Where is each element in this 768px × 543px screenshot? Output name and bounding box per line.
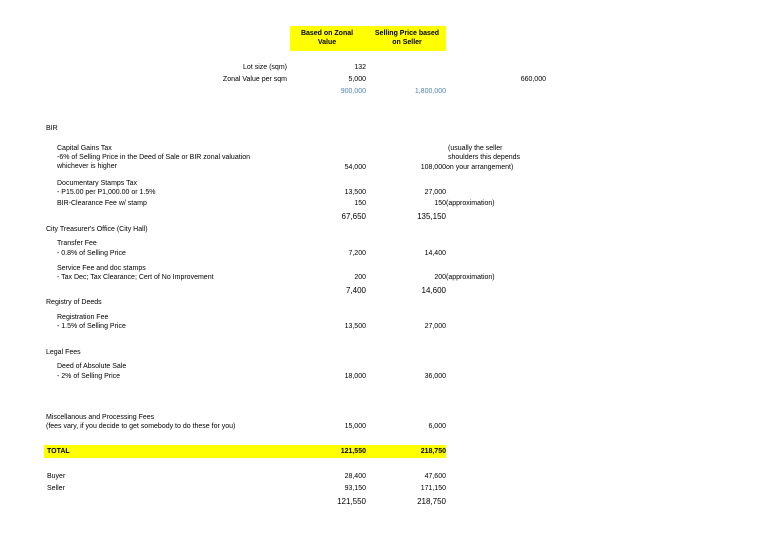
lot-size-value: 132 <box>354 64 366 71</box>
buyer-label: Buyer <box>47 473 66 480</box>
registration-fee-desc: - 1.5% of Selling Price <box>57 323 126 330</box>
service-fee-desc: - Tax Dec; Tax Clearance; Cert of No Improvement <box>57 274 214 281</box>
transfer-fee-label: Transfer Fee <box>57 240 97 247</box>
split-sum-selling: 218,750 <box>417 497 446 506</box>
cgt-selling: 108,000 <box>420 164 446 171</box>
bir-clearance-label: BIR-Clearance Fee w/ stamp <box>57 200 147 207</box>
total-zonal: 121,550 <box>340 448 366 455</box>
cgt-note-3: on your arrangement) <box>446 164 514 171</box>
cgt-zonal: 54,000 <box>344 164 366 171</box>
total-selling: 218,750 <box>420 448 446 455</box>
deed-of-sale-desc: - 2% of Selling Price <box>57 373 121 380</box>
total-zonal-value: 900,000 <box>340 88 366 95</box>
service-fee-label: Service Fee and doc stamps <box>57 265 146 272</box>
dst-zonal: 13,500 <box>344 189 366 196</box>
section-title-bir: BIR <box>46 125 58 132</box>
city-subtotal-selling: 14,600 <box>421 286 446 295</box>
split-sum-zonal: 121,550 <box>337 497 366 506</box>
bir-subtotal-zonal: 67,650 <box>341 212 366 221</box>
total-label: TOTAL <box>47 448 70 455</box>
other-value: 660,000 <box>520 76 546 83</box>
transfer-fee-zonal: 7,200 <box>348 250 366 257</box>
bir-clearance-selling: 150 <box>434 200 446 207</box>
bir-subtotal-selling: 135,150 <box>417 212 446 221</box>
misc-fees-desc: (fees vary, if you decide to get somebody to do these for you) <box>46 423 236 430</box>
cgt-note-1: (usually the seller <box>448 145 503 152</box>
service-fee-zonal: 200 <box>354 274 366 281</box>
header-selling-line2: on Seller <box>392 39 422 46</box>
service-fee-selling: 200 <box>434 274 446 281</box>
cgt-label: Capital Gains Tax <box>57 145 112 152</box>
city-subtotal-zonal: 7,400 <box>345 286 366 295</box>
service-fee-note: (approximation) <box>446 274 495 281</box>
transfer-fee-desc: - 0.8% of Selling Price <box>57 250 126 257</box>
registration-fee-selling: 27,000 <box>424 323 446 330</box>
buyer-selling: 47,600 <box>424 473 446 480</box>
cgt-desc: -6% of Selling Price in the Deed of Sale or BIR zonal valuation <box>57 154 250 161</box>
header-zonal-line2: Value <box>317 39 337 46</box>
header-selling-line1: Selling Price based <box>374 30 440 37</box>
section-title-legal: Legal Fees <box>46 349 81 356</box>
misc-fees-selling: 6,000 <box>428 423 446 430</box>
misc-fees-zonal: 15,000 <box>344 423 366 430</box>
cgt-desc2: whichever is higher <box>57 163 117 170</box>
seller-zonal: 93,150 <box>344 485 366 492</box>
dst-selling: 27,000 <box>424 189 446 196</box>
registration-fee-zonal: 13,500 <box>344 323 366 330</box>
registration-fee-label: Registration Fee <box>57 314 109 321</box>
total-selling-value: 1,800,000 <box>414 88 446 95</box>
deed-of-sale-zonal: 18,000 <box>344 373 366 380</box>
buyer-zonal: 28,400 <box>344 473 366 480</box>
seller-label: Seller <box>47 485 65 492</box>
dst-label: Documentary Stamps Tax <box>57 180 138 187</box>
section-title-city: City Treasurer's Office (City Hall) <box>46 226 148 233</box>
transfer-fee-selling: 14,400 <box>424 250 446 257</box>
zonal-value-per-sqm: 5,000 <box>348 76 366 83</box>
bir-clearance-note: (approximation) <box>446 200 495 207</box>
misc-fees-label: Miscellanous and Processing Fees <box>46 414 155 421</box>
lot-size-label: Lot size (sqm) <box>243 64 287 71</box>
deed-of-sale-label: Deed of Absolute Sale <box>57 363 127 370</box>
zonal-value-label: Zonal Value per sqm <box>222 76 287 83</box>
header-zonal-line1: Based on Zonal <box>300 30 354 37</box>
deed-of-sale-selling: 36,000 <box>424 373 446 380</box>
seller-selling: 171,150 <box>420 485 446 492</box>
bir-clearance-zonal: 150 <box>354 200 366 207</box>
cgt-note-2: shoulders this depends <box>448 154 520 161</box>
section-title-deeds: Registry of Deeds <box>46 299 102 306</box>
dst-desc: - P15.00 per P1,000.00 or 1.5% <box>57 189 156 196</box>
